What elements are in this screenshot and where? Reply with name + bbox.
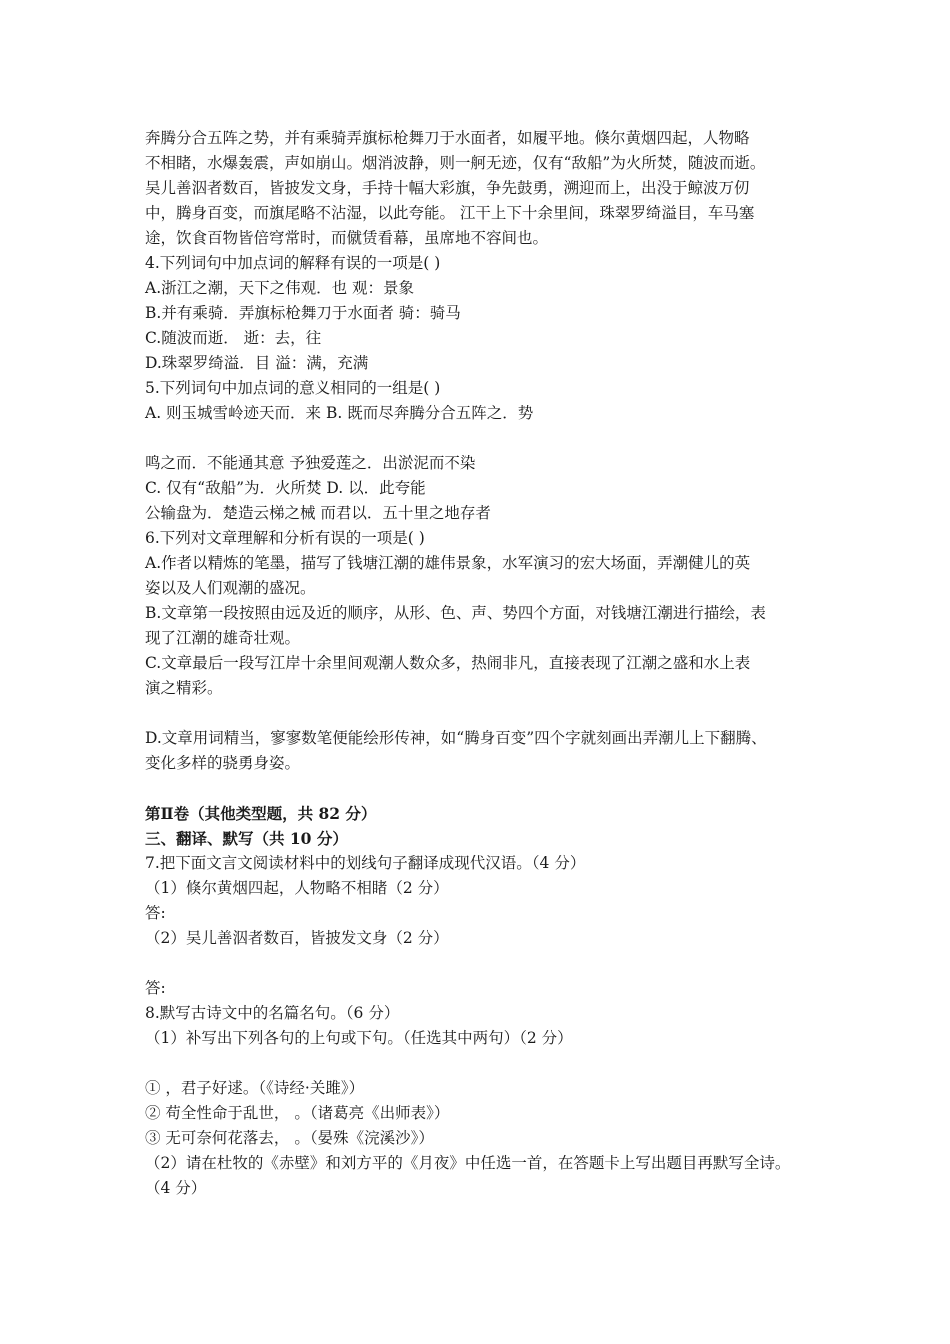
- answer-label: 答:: [145, 904, 166, 922]
- spacer: [145, 776, 835, 801]
- spacer: [145, 951, 835, 976]
- sub-question-cont: （4 分）: [145, 1179, 207, 1197]
- passage-line: 不相睹，水爆轰震，声如崩山。烟消波静，则一舸无迹，仅有“敌船”为火所焚，随波而逝。: [145, 154, 766, 172]
- option-b: B.文章第一段按照由远及近的顺序，从形、色、声、势四个方面，对钱塘江潮进行描绘，表: [145, 604, 766, 622]
- question-stem: 6.下列对文章理解和分析有误的一项是( ): [145, 529, 425, 547]
- sub-question: （1）倏尔黄烟四起，人物略不相睹（2 分）: [145, 879, 449, 897]
- option-line: C. 仅有“敌船”为．火所焚 D. 以．此夸能: [145, 479, 426, 497]
- question-stem: 8.默写古诗文中的名篇名句。（6 分）: [145, 1004, 400, 1022]
- spacer: [145, 426, 835, 451]
- option-d: D.文章用词精当，寥寥数笔便能绘形传神，如“腾身百变”四个字就刻画出弄潮儿上下翻腾、: [145, 729, 767, 747]
- question-stem: 5.下列词句中加点词的意义相同的一组是( ): [145, 379, 441, 397]
- fill-item: ③ 无可奈何花落去， 。（晏殊《浣溪沙》）: [145, 1129, 434, 1147]
- option-c-cont: 演之精彩。: [145, 679, 223, 697]
- sub-question: （2）吴儿善泅者数百，皆披发文身（2 分）: [145, 929, 449, 947]
- answer-label: 答:: [145, 979, 166, 997]
- section-heading: 三、翻译、默写（共 10 分）: [145, 829, 348, 848]
- spacer: [145, 1051, 835, 1076]
- question-8: [145, 1001, 835, 1201]
- question-7: [145, 851, 835, 1001]
- fill-item: ① ，君子好逑。（《诗经·关雎》）: [145, 1079, 365, 1097]
- question-stem: 4.下列词句中加点词的解释有误的一项是( ): [145, 254, 441, 272]
- option-a: A.浙江之潮，天下之伟观．也 观：景象: [145, 279, 415, 297]
- option-line: 鸣之而．不能通其意 予独爱莲之．出淤泥而不染: [145, 454, 476, 472]
- option-a-cont: 姿以及人们观潮的盛况。: [145, 579, 316, 597]
- spacer: [145, 701, 835, 726]
- passage-line: 吴儿善泅者数百，皆披发文身，手持十幅大彩旗，争先鼓勇，溯迎而上，出没于鲸波万仞: [145, 179, 750, 197]
- question-5: [145, 376, 835, 526]
- passage-line: 奔腾分合五阵之势，并有乘骑弄旗标枪舞刀于水面者，如履平地。倏尔黄烟四起，人物略: [145, 129, 750, 147]
- option-line: A. 则玉城雪岭迹天而．来 B. 既而尽奔腾分合五阵之．势: [145, 404, 534, 422]
- option-line: 公输盘为．楚造云梯之械 而君以．五十里之地存者: [145, 504, 491, 522]
- sub-question: （2）请在杜牧的《赤壁》和刘方平的《月夜》中任选一首，在答题卡上写出题目再默写全诗。: [145, 1154, 791, 1172]
- option-d-cont: 变化多样的骁勇身姿。: [145, 754, 301, 772]
- document-content: [145, 126, 835, 1201]
- option-c: C.随波而逝． 逝：去，往: [145, 329, 322, 347]
- option-b-cont: 现了江潮的雄奇壮观。: [145, 629, 301, 647]
- option-a: A.作者以精炼的笔墨，描写了钱塘江潮的雄伟景象，水军演习的宏大场面，弄潮健儿的英: [145, 554, 751, 572]
- question-6: [145, 526, 835, 776]
- part-heading: 第Ⅱ卷（其他类型题，共 82 分）: [145, 804, 377, 823]
- passage-line: 途，饮食百物皆倍穹常时，而僦赁看幕，虽席地不容间也。: [145, 229, 549, 247]
- question-stem: 7.把下面文言文阅读材料中的划线句子翻译成现代汉语。（4 分）: [145, 854, 586, 872]
- passage-line: 中，腾身百变，而旗尾略不沾湿，以此夸能。 江干上下十余里间，珠翠罗绮溢目，车马塞: [145, 204, 755, 222]
- option-c: C.文章最后一段写江岸十余里间观潮人数众多，热闹非凡，直接表现了江潮之盛和水上表: [145, 654, 751, 672]
- question-4: [145, 251, 835, 376]
- fill-item: ② 苟全性命于乱世， 。（诸葛亮《出师表》）: [145, 1104, 450, 1122]
- option-d: D.珠翠罗绮溢．目 溢：满，充满: [145, 354, 369, 372]
- passage: [145, 126, 835, 251]
- sub-question: （1）补写出下列各句的上句或下句。（任选其中两句）（2 分）: [145, 1029, 573, 1047]
- option-b: B.并有乘骑．弄旗标枪舞刀于水面者 骑：骑马: [145, 304, 461, 322]
- part-2-header: [145, 801, 835, 851]
